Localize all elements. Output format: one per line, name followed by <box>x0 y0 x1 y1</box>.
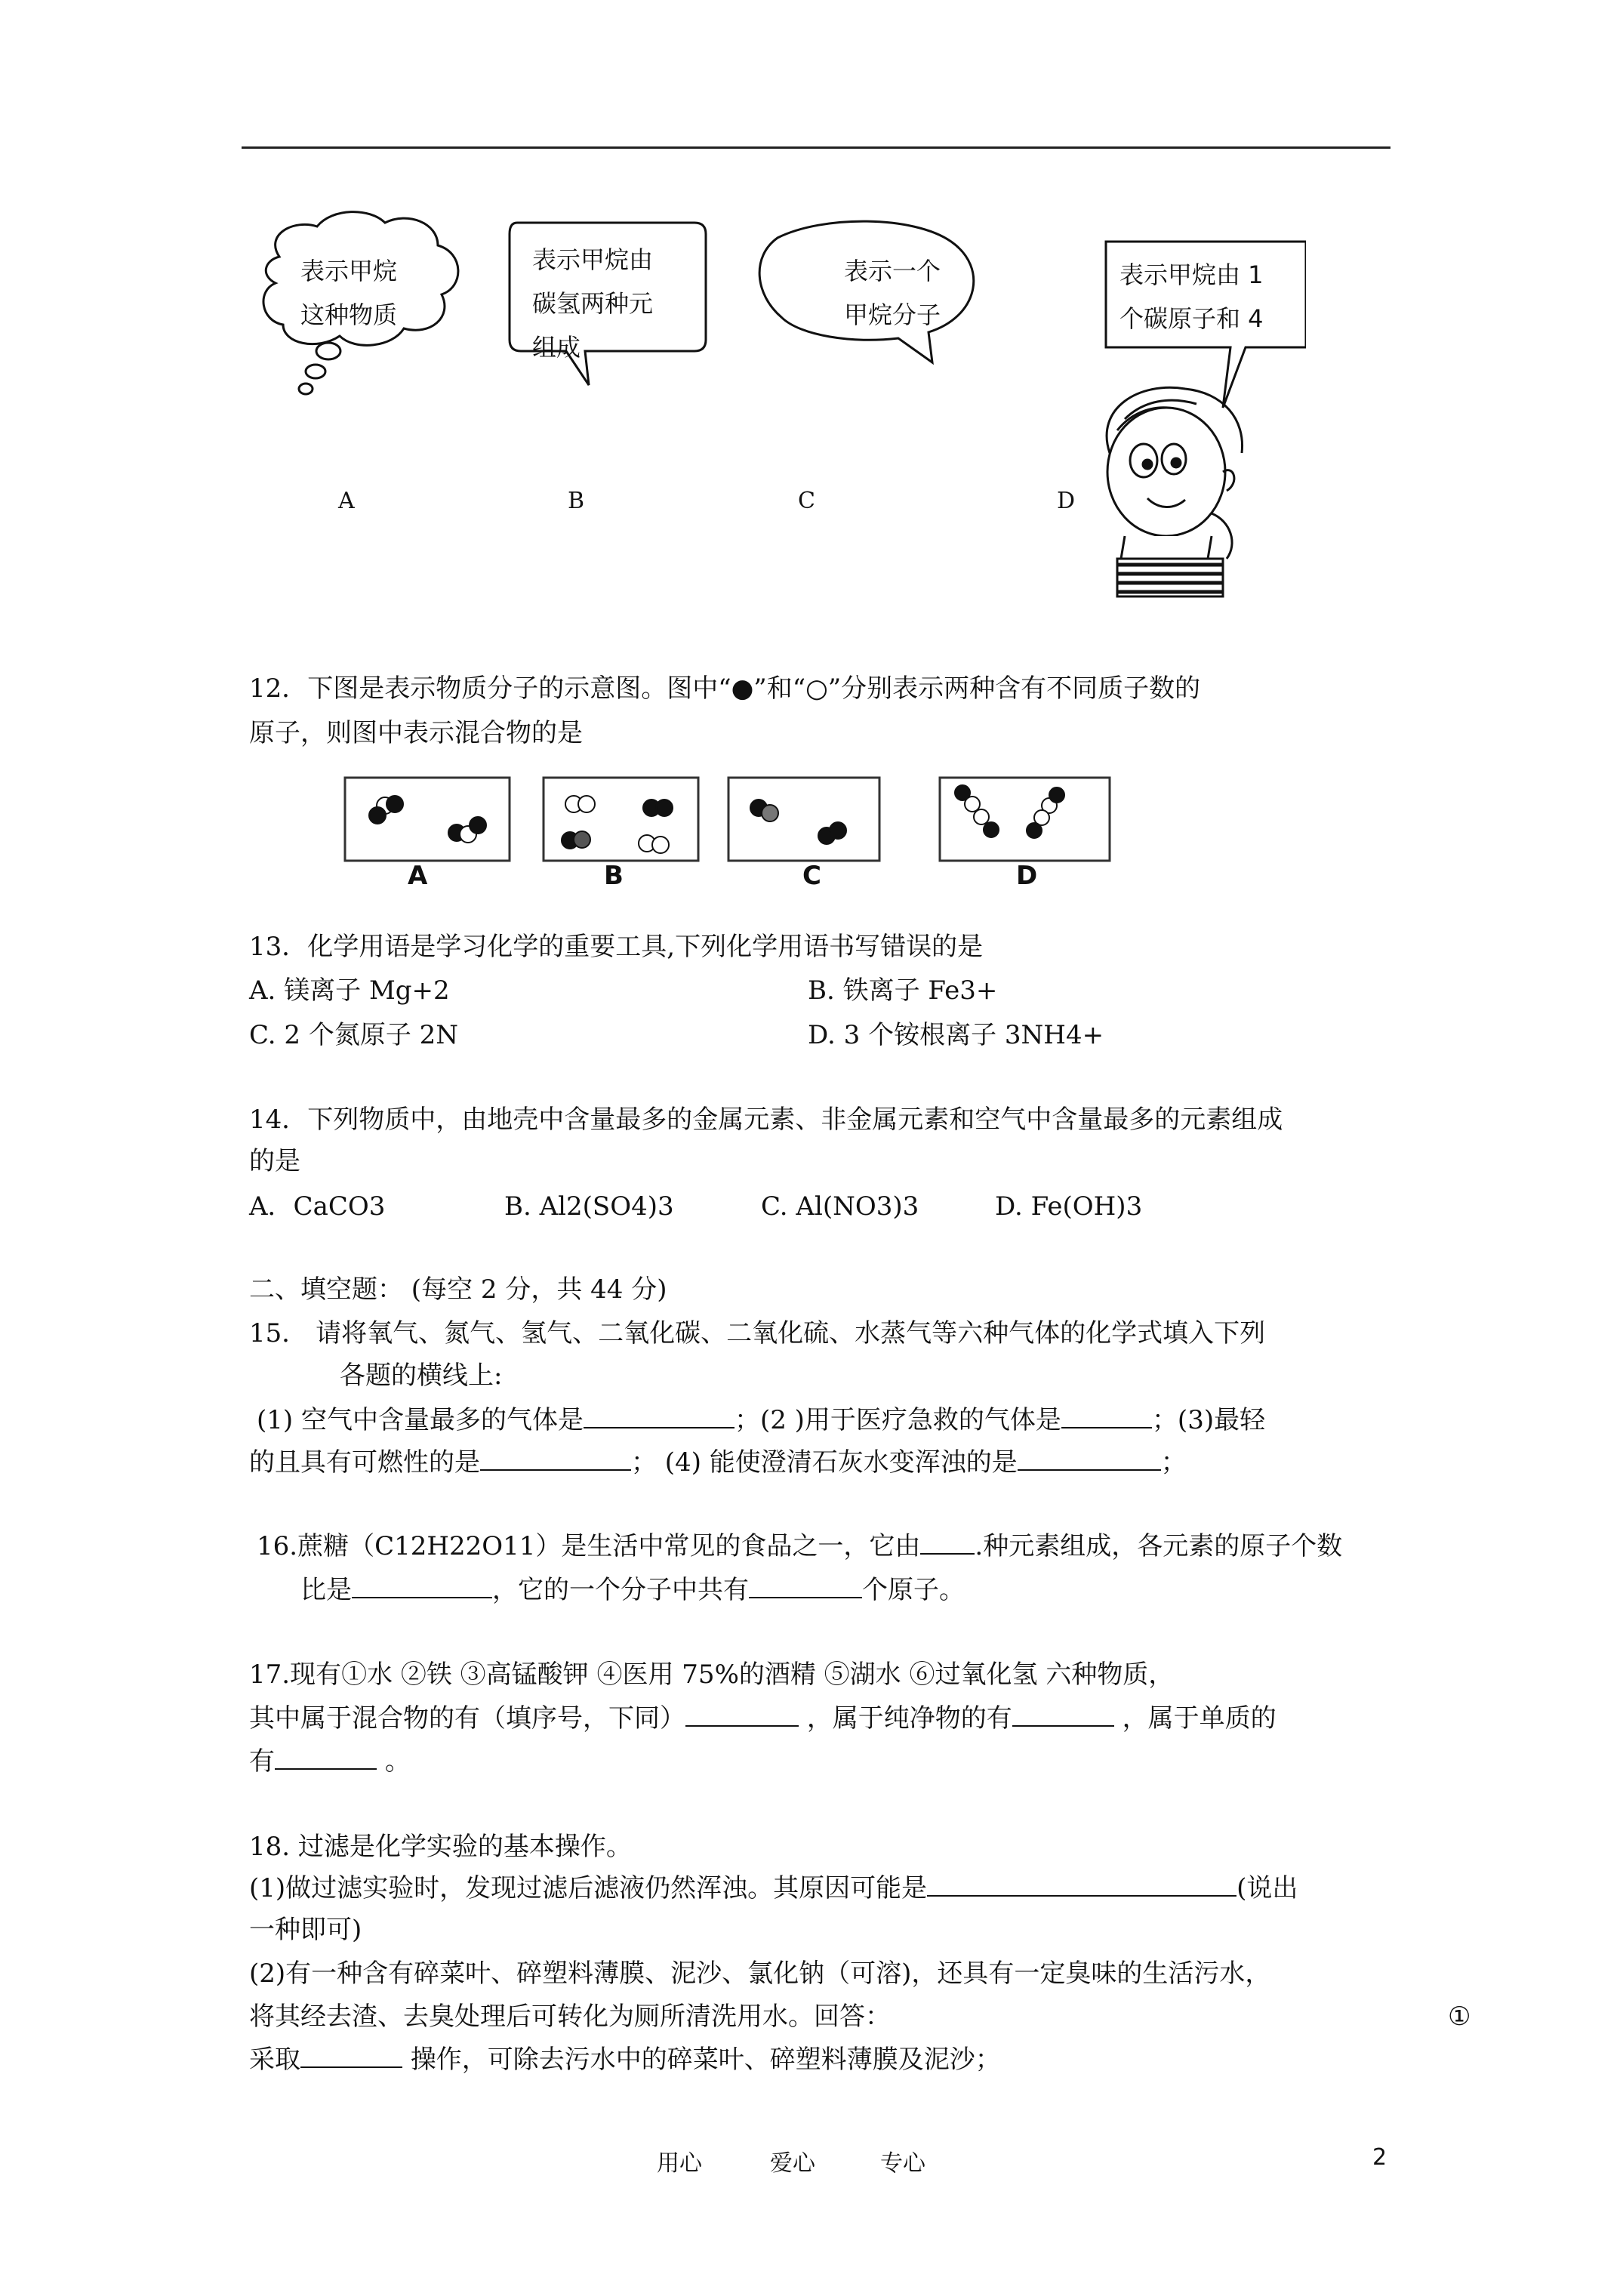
footer-text-a: 用心 <box>657 2150 702 2177</box>
q15-blank-3[interactable] <box>480 1444 631 1471</box>
bubble-d-line-1: 表示甲烷由 1 <box>1119 260 1264 289</box>
q16-line-1a: 16.蔗糖（C12H22O11）是生活中常见的食品之一，它由 <box>257 1531 921 1561</box>
q18-line-5: 将其经去渣、去臭处理后可转化为厕所清洗用水。回答： <box>249 2002 891 2032</box>
q13-option-c: C. 2 个氮原子 2N <box>249 1020 459 1050</box>
molecule-label-c: C <box>802 861 821 891</box>
bubble-d-text <box>1119 253 1264 341</box>
q16-blank-3[interactable] <box>749 1571 862 1598</box>
bubble-c-line-2: 甲烷分子 <box>844 300 941 329</box>
q17-blank-1[interactable] <box>685 1700 799 1727</box>
q14-option-d: D. Fe(OH)3 <box>995 1191 1143 1222</box>
footer-text-b: 爱心 <box>770 2150 815 2177</box>
q16-line-2a: 比是 <box>300 1575 352 1605</box>
q17-line-2b: ，属于纯净物的有 <box>806 1703 1012 1734</box>
bubble-label-c: C <box>798 488 815 514</box>
q18-line-2a: (1)做过滤实验时，发现过滤后滤液仍然浑浊。其原因可能是 <box>249 1873 928 1903</box>
q18-blank-1[interactable] <box>927 1869 1236 1897</box>
q16-blank-1[interactable] <box>920 1527 975 1555</box>
molecule-label-d: D <box>1016 861 1038 891</box>
q16-blank-2[interactable] <box>352 1571 492 1598</box>
q14-option-a: A．CaCO3 <box>249 1191 386 1222</box>
q14-option-b: B. Al2(SO4)3 <box>504 1191 674 1222</box>
q12-line-1: 12．下图是表示物质分子的示意图。图中“●”和“○”分别表示两种含有不同质子数的 <box>249 673 1201 704</box>
q15-line-2: 各题的横线上: <box>340 1361 503 1391</box>
q18-line-4: (2)有一种含有碎菜叶、碎塑料薄膜、泥沙、氯化钠（可溶)，还具有一定臭味的生活污水， <box>249 1959 1271 1989</box>
q15-line-3c: ；(3)最轻 <box>1151 1405 1266 1435</box>
q16-line-1b: .种元素组成，各元素的原子个数 <box>975 1531 1343 1561</box>
header-rule <box>242 146 1390 149</box>
bubble-b-line-2: 碳氢两种元 <box>532 289 654 318</box>
q18-line-6 <box>249 2040 1001 2079</box>
bubble-b-line-3: 组成 <box>532 333 581 362</box>
bubble-c-text <box>844 249 941 337</box>
bubble-c-line-1: 表示一个 <box>844 257 941 285</box>
bubble-b-text <box>532 238 653 362</box>
bubble-a-text <box>300 249 397 337</box>
q16-line-2b: ，它的一个分子中共有 <box>492 1575 749 1605</box>
boy-cartoon <box>1107 387 1242 596</box>
q17-line-1: 17.现有①水 ②铁 ③高锰酸钾 ④医用 75%的酒精 ⑤湖水 ⑥过氧化氢 六种物质， <box>249 1660 1175 1690</box>
q18-circle-1: ① <box>1448 2002 1471 2032</box>
bubble-d-line-2: 个碳原子和 4 <box>1119 304 1264 333</box>
q18-line-6b: 操作，可除去污水中的碎菜叶、碎塑料薄膜及泥沙； <box>410 2045 1001 2075</box>
q18-line-6a: 采取 <box>249 2045 300 2075</box>
molecule-label-b: B <box>604 861 624 891</box>
q15-blank-2[interactable] <box>1061 1401 1152 1428</box>
q17-line-3b: 。 <box>384 1746 411 1777</box>
bubble-label-b: B <box>568 488 585 514</box>
molecule-label-a: A <box>408 861 428 891</box>
q17-line-3a: 有 <box>249 1746 275 1777</box>
q13-option-b: B. 铁离子 Fe3+ <box>808 975 998 1006</box>
q14-option-c: C. Al(NO3)3 <box>761 1191 919 1222</box>
q15-line-3b: ；(2 )用于医疗急救的气体是 <box>734 1405 1061 1435</box>
q17-line-2 <box>249 1699 1277 1738</box>
q13-stem: 13．化学用语是学习化学的重要工具,下列化学用语书写错误的是 <box>249 932 984 962</box>
q16-line-2 <box>300 1570 965 1610</box>
q17-blank-3[interactable] <box>275 1743 377 1770</box>
q17-line-2c: ，属于单质的 <box>1122 1703 1277 1734</box>
footer-text-c: 专心 <box>880 2150 925 2177</box>
q15-line-1: 15． 请将氧气、氮气、氢气、二氧化碳、二氧化硫、水蒸气等六种气体的化学式填入下列 <box>249 1318 1266 1348</box>
bubble-a-line-1: 表示甲烷 <box>300 257 398 285</box>
q16-line-2c: 个原子。 <box>862 1575 965 1605</box>
q15-line-3 <box>257 1401 1265 1440</box>
q15-blank-4[interactable] <box>1018 1444 1161 1471</box>
bubble-label-a: A <box>338 488 355 514</box>
q15-line-4a: 的且具有可燃性的是 <box>249 1447 480 1478</box>
q16-line-1 <box>257 1527 1342 1566</box>
q18-blank-2[interactable] <box>300 2041 402 2068</box>
q14-line-2: 的是 <box>249 1146 300 1176</box>
q15-line-3a: (1) 空气中含量最多的气体是 <box>257 1405 584 1435</box>
bubble-label-d: D <box>1057 488 1076 514</box>
q18-line-2b: (说出 <box>1236 1873 1298 1903</box>
q13-option-a: A. 镁离子 Mg+2 <box>249 975 450 1006</box>
section-2-heading: 二、填空题： (每空 2 分，共 44 分) <box>249 1274 667 1305</box>
q17-blank-2[interactable] <box>1012 1700 1114 1727</box>
q15-blank-1[interactable] <box>584 1401 735 1428</box>
q15-line-4b: ； (4) 能使澄清石灰水变浑浊的是 <box>631 1447 1018 1478</box>
q13-option-d: D. 3 个铵根离子 3NH4+ <box>808 1020 1104 1050</box>
q15-line-4c: ； <box>1160 1447 1187 1478</box>
molecule-diagrams <box>343 774 1113 868</box>
q12-line-2: 原子，则图中表示混合物的是 <box>249 718 583 748</box>
bubble-a-line-2: 这种物质 <box>300 300 398 329</box>
page-number: 2 <box>1372 2144 1387 2171</box>
q14-line-1: 14．下列物质中，由地壳中含量最多的金属元素、非金属元素和空气中含量最多的元素组成 <box>249 1105 1283 1135</box>
q18-line-3: 一种即可) <box>249 1915 362 1945</box>
bubble-b-line-1: 表示甲烷由 <box>532 245 654 274</box>
q18-line-2 <box>249 1869 1298 1908</box>
q17-line-2a: 其中属于混合物的有（填序号，下同） <box>249 1703 685 1734</box>
q17-line-3 <box>249 1742 411 1781</box>
q18-line-1: 18. 过滤是化学实验的基本操作。 <box>249 1832 632 1862</box>
q15-line-4 <box>249 1443 1187 1482</box>
